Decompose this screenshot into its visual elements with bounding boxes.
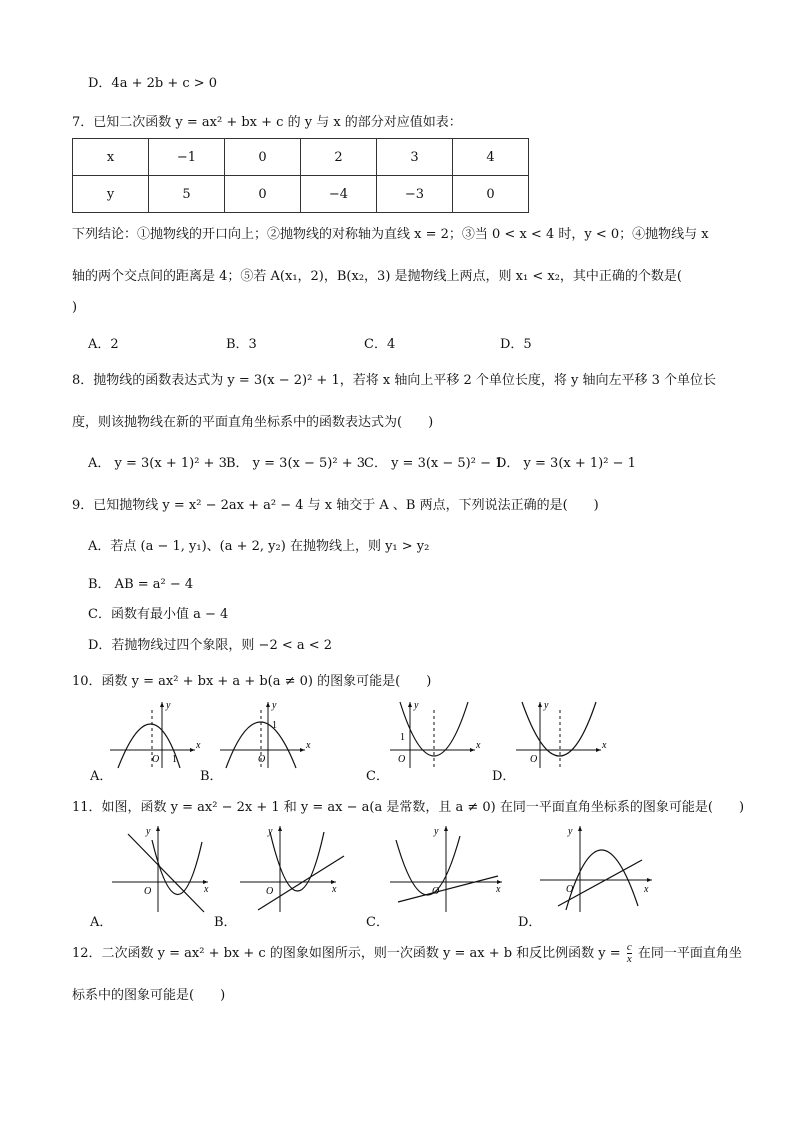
q6-option-d: D．4a + 2b + c > 0 (88, 76, 218, 91)
table-cell: −4 (301, 176, 377, 213)
q9-option-d: D．若抛物线过四个象限，则 −2 < a < 2 (88, 638, 333, 653)
table-cell: 0 (225, 139, 301, 176)
y-axis-label: y (414, 700, 419, 711)
q11-graph-b (240, 822, 350, 914)
q9-option-c: C．函数有最小值 a − 4 (88, 607, 229, 622)
q9-option-a: A．若点 (a − 1, y₁)、(a + 2, y₂) 在抛物线上，则 y₁ > y₂ (88, 539, 430, 554)
q11-label-b: B． (214, 915, 237, 930)
q11-graph-a (112, 822, 222, 914)
q10-label-b: B． (200, 769, 223, 784)
q11-graph-c (390, 822, 510, 914)
x-axis-label: x (306, 740, 311, 751)
q8-stem-line2: 度，则该抛物线在新的平面直角坐标系中的函数表达式为( ) (72, 415, 434, 430)
x-axis-label: x (332, 884, 337, 895)
q9-option-b: B． AB = a² − 4 (88, 577, 194, 592)
table-cell: 0 (453, 176, 529, 213)
q12-stem-line1 (72, 942, 742, 965)
q10-graph-b (220, 700, 310, 770)
q8-option-d: D． y = 3(x + 1)² − 1 (496, 456, 636, 471)
q7-conclusions-line1: 下列结论：①抛物线的开口向上；②抛物线的对称轴为直线 x = 2；③当 0 < x < 4 时，y < 0；④抛物线与 x (72, 227, 709, 242)
q7-option-b: B．3 (226, 337, 257, 352)
fraction-c-over-x (627, 942, 632, 965)
origin-label: O (144, 886, 152, 897)
table-cell: 5 (149, 176, 225, 213)
x-axis-label: x (602, 740, 607, 751)
tick-label: 1 (172, 754, 177, 765)
q10-graph-c (390, 700, 480, 770)
q11-stem: 11．如图，函数 y = ax² − 2x + 1 和 y = ax − a(a 是常数，且 a ≠ 0) 在同一平面直角坐标系的图象可能是( ) (72, 800, 745, 815)
q8-option-b: B． y = 3(x − 5)² + 3 (226, 456, 366, 471)
q11-label-a: A． (90, 915, 113, 930)
table-cell: y (73, 176, 149, 213)
x-axis-label: x (496, 884, 501, 895)
q7-stem: 7．已知二次函数 y = ax² + bx + c 的 y 与 x 的部分对应值如表： (72, 115, 462, 130)
q8-option-a: A． y = 3(x + 1)² + 3 (88, 456, 227, 471)
q8-stem-line1: 8．抛物线的函数表达式为 y = 3(x − 2)² + 1，若将 x 轴向上平移 2 个单位长度，将 y 轴向左平移 3 个单位长 (72, 373, 716, 388)
fraction-numerator: c (626, 941, 632, 953)
origin-label: O (566, 884, 574, 895)
q11-graph-d (540, 822, 660, 914)
q10-label-d: D． (492, 769, 516, 784)
x-axis-label: x (476, 740, 481, 751)
y-axis-label: y (544, 700, 549, 711)
q10-graph-a (110, 700, 200, 770)
q11-label-c: C． (366, 915, 389, 930)
y-axis-label: y (272, 700, 277, 711)
table-cell: 3 (377, 139, 453, 176)
tick-label: 1 (272, 720, 277, 731)
table-cell: 4 (453, 139, 529, 176)
table-cell: 0 (225, 176, 301, 213)
origin-label: O (258, 754, 266, 765)
x-axis-label: x (644, 884, 649, 895)
y-axis-label: y (268, 826, 273, 837)
q10-stem: 10．函数 y = ax² + bx + a + b(a ≠ 0) 的图象可能是( ) (72, 674, 432, 689)
origin-label: O (152, 754, 160, 765)
y-axis-label: y (434, 826, 439, 837)
q12-stem-line2: 标系中的图象可能是( ) (72, 988, 226, 1003)
table-cell: −3 (377, 176, 453, 213)
q10-graph-d (516, 700, 606, 770)
q9-stem: 9．已知抛物线 y = x² − 2ax + a² − 4 与 x 轴交于 A 、B 两点，下列说法正确的是( ) (72, 498, 599, 513)
q12-stem-part1: 12．二次函数 y = ax² + bx + c 的图象如图所示，则一次函数 y = ax + b 和反比例函数 y = (72, 946, 621, 961)
x-axis-label: x (196, 740, 201, 751)
x-axis-label: x (204, 884, 209, 895)
q7-option-a: A．2 (88, 337, 119, 352)
q11-label-d: D． (518, 915, 542, 930)
q7-option-d: D．5 (500, 337, 532, 352)
table-cell: −1 (149, 139, 225, 176)
table-cell: x (73, 139, 149, 176)
q7-conclusions-line2: 轴的两个交点间的距离是 4；⑤若 A(x₁，2)，B(x₂，3) 是抛物线上两点，则 x₁ < x₂，其中正确的个数是( (72, 269, 682, 284)
q7-value-table (72, 138, 529, 213)
q10-label-c: C． (366, 769, 389, 784)
table-row (73, 139, 529, 176)
tick-label: 1 (400, 732, 405, 743)
q8-option-c: C． y = 3(x − 5)² − 1 (364, 456, 504, 471)
origin-label: O (432, 886, 440, 897)
y-axis-label: y (166, 700, 171, 711)
table-cell: 2 (301, 139, 377, 176)
y-axis-label: y (568, 826, 573, 837)
fraction-denominator: x (626, 953, 632, 965)
origin-label: O (398, 754, 406, 765)
table-row (73, 176, 529, 213)
q12-stem-part2: 在同一平面直角坐 (637, 946, 742, 961)
q10-label-a: A． (90, 769, 113, 784)
origin-label: O (530, 754, 538, 765)
q7-conclusions-line3: ) (72, 300, 78, 315)
q7-option-c: C．4 (364, 337, 396, 352)
y-axis-label: y (146, 826, 151, 837)
origin-label: O (266, 886, 274, 897)
